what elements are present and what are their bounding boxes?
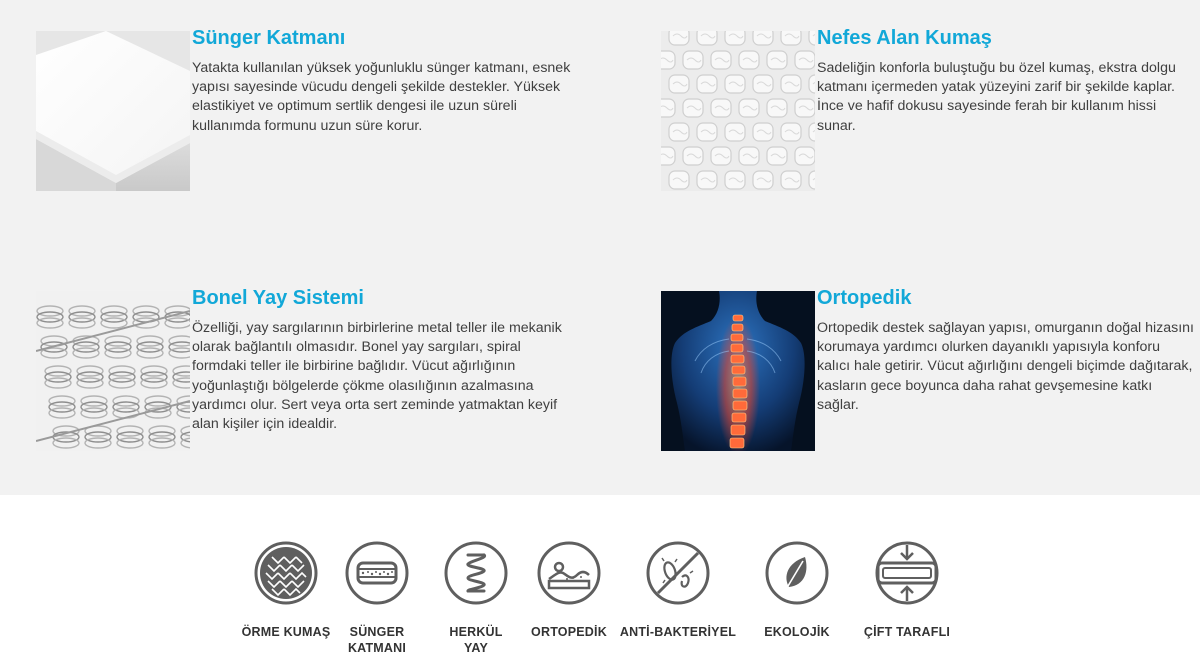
- badge-cift-tarafli: [847, 541, 967, 640]
- foam-block-image: [36, 31, 190, 191]
- sponge-layer-icon: [345, 541, 409, 605]
- feature-ortopedik: [661, 287, 1200, 453]
- feature-badges-row: [0, 495, 1200, 667]
- badge-label: ÇİFT TARAFLI: [863, 625, 951, 639]
- badge-anti-bakteriyel: [618, 541, 738, 640]
- anti-bacterial-icon: [646, 541, 710, 605]
- feature-bonel-yay-sistemi: [36, 287, 576, 453]
- feature-sunger-katmani: [36, 27, 576, 193]
- spring-coils-image: [36, 291, 190, 451]
- badge-label: EKOLOJİK: [764, 625, 830, 639]
- feature-title: Bonel Yay Sistemi: [192, 287, 364, 309]
- spine-xray-image: [661, 291, 815, 451]
- badge-label: HERKÜL YAY: [449, 625, 503, 655]
- feature-description: Ortopedik destek sağlayan yapısı, omurganın doğal hizasını korumaya yardımcı olurken dayanıklı yapısıyla konforu kalıcı hale getirir. Vücut ağırlığını dengeli biçimde dağıtarak, kasların gece boyunca daha rahat gevşemesine katkı sağlar.: [817, 320, 1194, 413]
- feature-title: Nefes Alan Kumaş: [817, 27, 992, 49]
- feature-nefes-alan-kumas: [661, 27, 1200, 193]
- double-sided-icon: [875, 541, 939, 605]
- feature-description: Sadeliğin konforla buluştuğu bu özel kumaş, ekstra dolgu katmanı içermeden yatak yüzeyini zarif bir şekilde kaplar. İnce ve hafif dokusu sayesinde ferah bir kullanım hissi sunar.: [817, 60, 1176, 134]
- knit-fabric-icon: [254, 541, 318, 605]
- spring-icon: [444, 541, 508, 605]
- feature-description: Yatakta kullanılan yüksek yoğunluklu sünger katmanı, esnek yapısı sayesinde vücudu dengeli şekilde destekler. Yüksek elastikiyet ve optimum sertlik dengesi ile uzun süreli kullanımda formunu uzun süre korur.: [192, 60, 571, 134]
- quilted-fabric-image: [661, 31, 815, 191]
- badge-ortopedik: [509, 541, 629, 640]
- leaf-icon: [765, 541, 829, 605]
- badge-ekolojik: [737, 541, 857, 640]
- badge-label: ANTİ-BAKTERİYEL: [619, 625, 737, 639]
- badge-label: ORTOPEDİK: [531, 625, 607, 639]
- orthopedic-icon: [537, 541, 601, 605]
- badge-label: SÜNGER KATMANI: [347, 625, 407, 655]
- badge-label: ÖRME KUMAŞ: [241, 625, 331, 639]
- feature-description: Özelliği, yay sargılarının birbirlerine metal teller ile mekanik olarak bağlantılı olmasıdır. Bonel yay sargıları, spiral formdaki teller ile birbirine bağlıdır. Vücut ağırlığının yoğunlaştığı bölgelerde çökme olasılığının azalmasına yardımcı olur. Sert veya orta sert zeminde yatmaktan keyif alan kişiler için idealdir.: [192, 320, 562, 433]
- feature-title: Sünger Katmanı: [192, 27, 346, 49]
- feature-title: Ortopedik: [817, 287, 912, 309]
